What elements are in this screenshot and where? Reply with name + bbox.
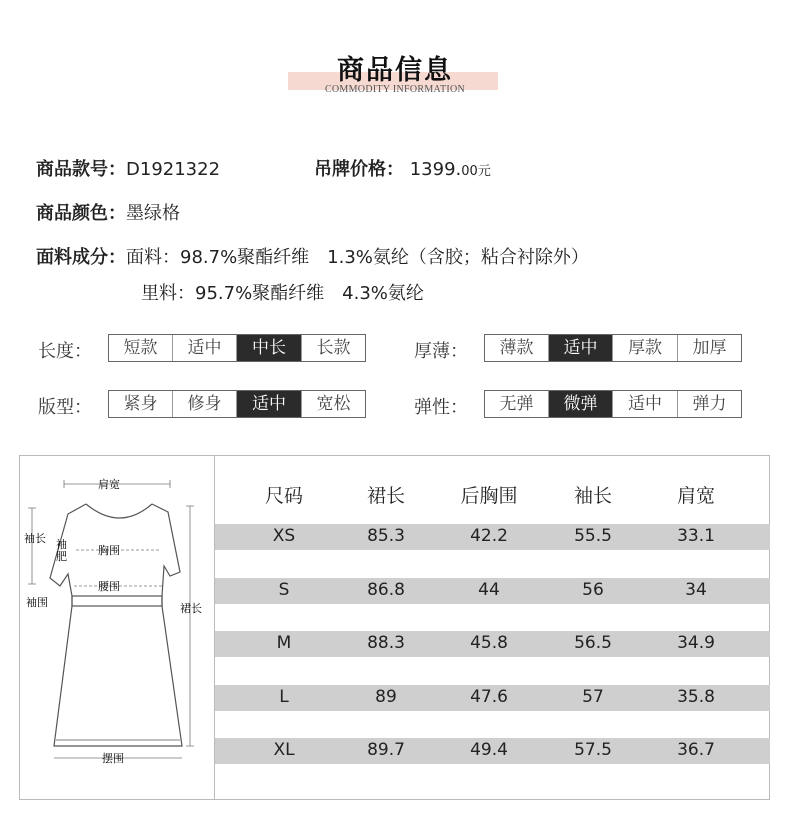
length-option[interactable]: 适中 (173, 335, 237, 361)
dress-skirt (54, 606, 182, 746)
label-shoulder: 肩宽 (98, 478, 120, 491)
dress-bodice (72, 596, 162, 606)
thickness-label: 厚薄： (414, 341, 468, 362)
fit-option[interactable]: 紧身 (109, 391, 173, 417)
sleeve-measure (28, 508, 36, 584)
fabric-line-2: 里料：95.7%聚酯纤维 4.3%氨纶 (141, 283, 424, 304)
size-cell: L (279, 687, 289, 707)
length-label: 长度： (38, 341, 92, 362)
measurement-cell: 88.3 (367, 633, 405, 653)
length-option[interactable]: 长款 (316, 338, 351, 358)
size-table-header: 尺码 (264, 485, 303, 507)
label-dress-length: 裙长 (180, 602, 202, 615)
size-table-header: 后胸围 (460, 485, 518, 507)
measurement-cell: 42.2 (470, 526, 508, 546)
elasticity-option[interactable]: 微弹 (549, 391, 613, 417)
dress-length-measure (186, 506, 194, 746)
size-cell: XS (272, 526, 296, 546)
color-value: 墨绿格 (126, 203, 180, 224)
dress-measurement-diagram (20, 456, 214, 799)
page-title: 商品信息 (337, 55, 453, 86)
elasticity-option[interactable]: 适中 (613, 391, 678, 417)
fit-option[interactable]: 适中 (237, 391, 302, 417)
size-cell: XL (273, 740, 295, 760)
thickness-option[interactable]: 厚款 (613, 335, 678, 361)
measurement-cell: 45.8 (470, 633, 508, 653)
elasticity-option[interactable]: 弹力 (692, 394, 727, 414)
fabric-line-1: 面料：98.7%聚酯纤维 1.3%氨纶（含胶；粘合衬除外） (126, 247, 589, 268)
label-cuff: 袖围 (26, 596, 48, 609)
size-cell: M (276, 633, 292, 653)
size-table-header: 裙长 (366, 485, 405, 507)
price-row (314, 155, 491, 181)
fit-option[interactable]: 修身 (173, 391, 237, 417)
style-number-row (36, 155, 220, 181)
color-row (36, 199, 180, 225)
price-decimal: 00 (461, 164, 478, 179)
measurement-cell: 56.5 (574, 633, 612, 653)
thickness-option[interactable]: 适中 (549, 335, 613, 361)
measurement-cell: 57.5 (574, 740, 612, 760)
measurement-cell: 85.3 (367, 526, 405, 546)
dress-neckline (86, 504, 152, 518)
style-number-label: 商品款号： (36, 159, 126, 180)
label-waist: 腰围 (98, 580, 120, 593)
measurement-cell: 56 (582, 580, 604, 600)
size-table-header: 肩宽 (676, 485, 715, 507)
measurement-cell: 34.9 (677, 633, 715, 653)
label-sleeve-width-2: 肥 (56, 550, 67, 563)
page-subtitle: COMMODITY INFORMATION (324, 84, 466, 95)
measurement-cell: 44 (478, 580, 500, 600)
price-value: 1399. (409, 159, 462, 180)
fabric-row (36, 243, 589, 269)
elasticity-selector (484, 390, 742, 418)
color-label: 商品颜色： (36, 203, 126, 224)
measurement-cell: 33.1 (677, 526, 715, 546)
measurement-cell: 57 (582, 687, 604, 707)
label-sleeve-length: 袖长 (24, 532, 46, 545)
measurement-cell: 89 (375, 687, 397, 707)
label-chest: 胸围 (98, 544, 120, 557)
fit-label: 版型： (38, 397, 92, 418)
style-number-value: D1921322 (126, 159, 221, 180)
elasticity-option[interactable]: 无弹 (485, 391, 549, 417)
length-option[interactable]: 短款 (109, 335, 173, 361)
length-option[interactable]: 中长 (237, 335, 302, 361)
measurement-cell: 36.7 (677, 740, 715, 760)
measurement-cell: 86.8 (367, 580, 405, 600)
elasticity-label: 弹性： (414, 397, 468, 418)
measurement-cell: 49.4 (470, 740, 508, 760)
fit-selector (108, 390, 366, 418)
thickness-selector (484, 334, 742, 362)
length-selector (108, 334, 366, 362)
thickness-option[interactable]: 薄款 (485, 335, 549, 361)
measurement-cell: 35.8 (677, 687, 715, 707)
size-table-header: 袖长 (573, 485, 612, 507)
label-sleeve-width-1: 袖 (56, 538, 67, 551)
dress-waistband (72, 596, 162, 606)
measurement-cell: 55.5 (574, 526, 612, 546)
price-label: 吊牌价格： (314, 159, 404, 180)
price-unit: 元 (477, 164, 491, 179)
size-cell: S (278, 580, 290, 600)
measurement-cell: 47.6 (470, 687, 508, 707)
fit-option[interactable]: 宽松 (316, 394, 351, 414)
measurement-cell: 89.7 (367, 740, 405, 760)
measurement-cell: 34 (685, 580, 707, 600)
fabric-label: 面料成分： (36, 247, 126, 268)
thickness-option[interactable]: 加厚 (692, 338, 727, 358)
label-hem: 摆围 (102, 752, 124, 765)
